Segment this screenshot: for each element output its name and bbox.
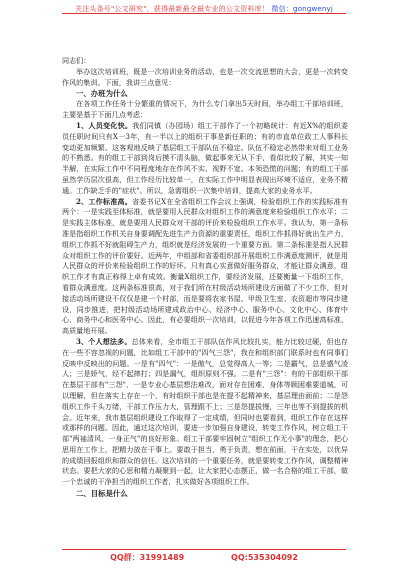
section1-intro: 在各项工作任务十分繁重的情况下，为什么专门拿出5天时间，举办组工干部培训班，主要是基于下面几点考虑： — [62, 99, 348, 120]
document-body — [62, 56, 348, 499]
point-2-title: 2、工作标准高。 — [76, 196, 133, 206]
banner-text: 关注头条号"公文研究"，获得最新最全最专业的公文资料库！ — [74, 5, 270, 13]
point-3-title: 3、个人想法多。 — [76, 336, 132, 346]
point-2-text: 省委书记X在全省组织工作会议上强调，检验组织工作的实践标准有两个：一是实践至体标准，就是要用人民群众对组织工作的满意度来检验组织工作水平；二是实践主体标准，就是要用人民群众对干部的评价来检验组织工作水平。我认为，第一条标准是指组织工作机关自身要调配先进生产力资源的重要责任，组织工作抓得好就出生产力，组织工作抓不好就阻碍生产力，组织就是经济发展的一个重要方面。第二条标准是指人民群众对组织工作的评价要好。近两年，中组部和省委组织部开展组织工作满意度测评，就是用人民群众的评价来检验组织工作的好坏。只有真心实意做好服务群众，才能让群众满意，组织工作才有真正称得上卓有成效。衡量X组织工作，要经济发展，还要衡量一下组织工作，看群众满意度。这两条标准很高，对于我们所在村级活动场所建设方面做了不少工作，但对接活动场所建设不仅仅是建一个村部，而是要将农家书屋、甲级卫生室、农资超市等同步建设，同步推进，把村级活动场所建成政治中心、经济中心、服务中心、文化中心、体育中心、商务中心和医务中心。因此，有必要组织一次培训，以促进今年各项工作迅速高标准、高质量地开展。 — [62, 196, 348, 336]
footer — [0, 552, 408, 563]
footer-divider — [62, 549, 346, 550]
banner-contact: 微信：gongwenyj — [271, 5, 334, 13]
point-1-text: 我们同镇（办园场）组工干部作了一个初略统计：有近X%的组织委员任职时间只有X一3年，有一半以上的组织干事是新任职的；有的市直单位政工人事科长变动更加频繁。这客观地反映了基层组工干部队伍不稳定。队伍不稳定必然带来对组工业务的不熟悉。有的组工干部到岗后摸不清头脑，做起事来无从下手，看似比较了解，其实一知半解，在实际工作中不同程度地存在作风不实、视野不宽、本领恐慌的问题；有的组工干部虽然学历层次很高，但工作经历比较单一，在实际工作中明显表现出环境不适应，业务不精通。工作缺乏手的"症状"。所以，急需组织一次集中培训，提高大家的业务水平。 — [62, 120, 349, 195]
point-1 — [62, 121, 348, 197]
banner-divider — [62, 13, 346, 14]
point-3 — [62, 337, 348, 488]
qq-number: QQ:535304092 — [231, 553, 298, 562]
intro-paragraph: 举办这次培训班，既是一次培训业务的活动，也是一次交流思想的大会，更是一次转变作风的集训。下面，我讲三点意见： — [62, 66, 348, 87]
section-heading-1: 一、办班为什么 — [76, 89, 128, 99]
point-2 — [62, 197, 348, 337]
section-heading-2: 二、目标是什么 — [76, 489, 128, 499]
qq-group: QQ群：31991489 — [110, 553, 185, 562]
point-1-title: 1、人员变化快。 — [76, 120, 133, 130]
point-3-text: 总体来看，全市组工干部队伍作风比较扎实，能力比较过硬，但也存在一些不容忽视的问题，比如组工干部中的"四气三怨"，我在和组织部门联系时也有同事们反映中反映出的问题。一是有"四气"：一是傲气，总觉得高人一等；二是霸气，总是盛气凌人；三是娇气，经不起摔打；四是漏气，组织原则不强。二是有"三怨"：有的干部组织干部在基层干部有"三怨"，一是专业心基层想法难改，面对存在困难，身体等顾困难要道城，可以理解，但在落实上存在一个，有时组织干部也是在提不起精神来，基层理由面前；二是怨组织工作千头万绪，干部工作压力大，管理跟不上；三是怨提拔慢，三年也等不到提拔的机会。近年来，我市基层组织建设工作取得了一定成绩，但同时也要看到，组织工作存在这样或那样的问题。因此，通过这次培训，要进一步加强自身建设，转变工作作风，树立组工干部"两袖清风、一身正气"的良好形象。组工干部要牢固树立"组织工作无小事"的理念，把心思用在工作上，把精力放在干事上。要敢于担当，勇于负责，想在前面，干在实处，以优异的成绩回报组织和群众的信任。这次培训的一个重要任务，就是要转变工作作风，调整精神状态。要把大家的心思和精力凝聚到一起，让大家把心态摆正，做一名合格的组工干部，做一个忠诚的干净担当的组织工作者，扎实做好各项组织工作。 — [62, 336, 349, 487]
salutation: 同志们： — [62, 56, 91, 65]
